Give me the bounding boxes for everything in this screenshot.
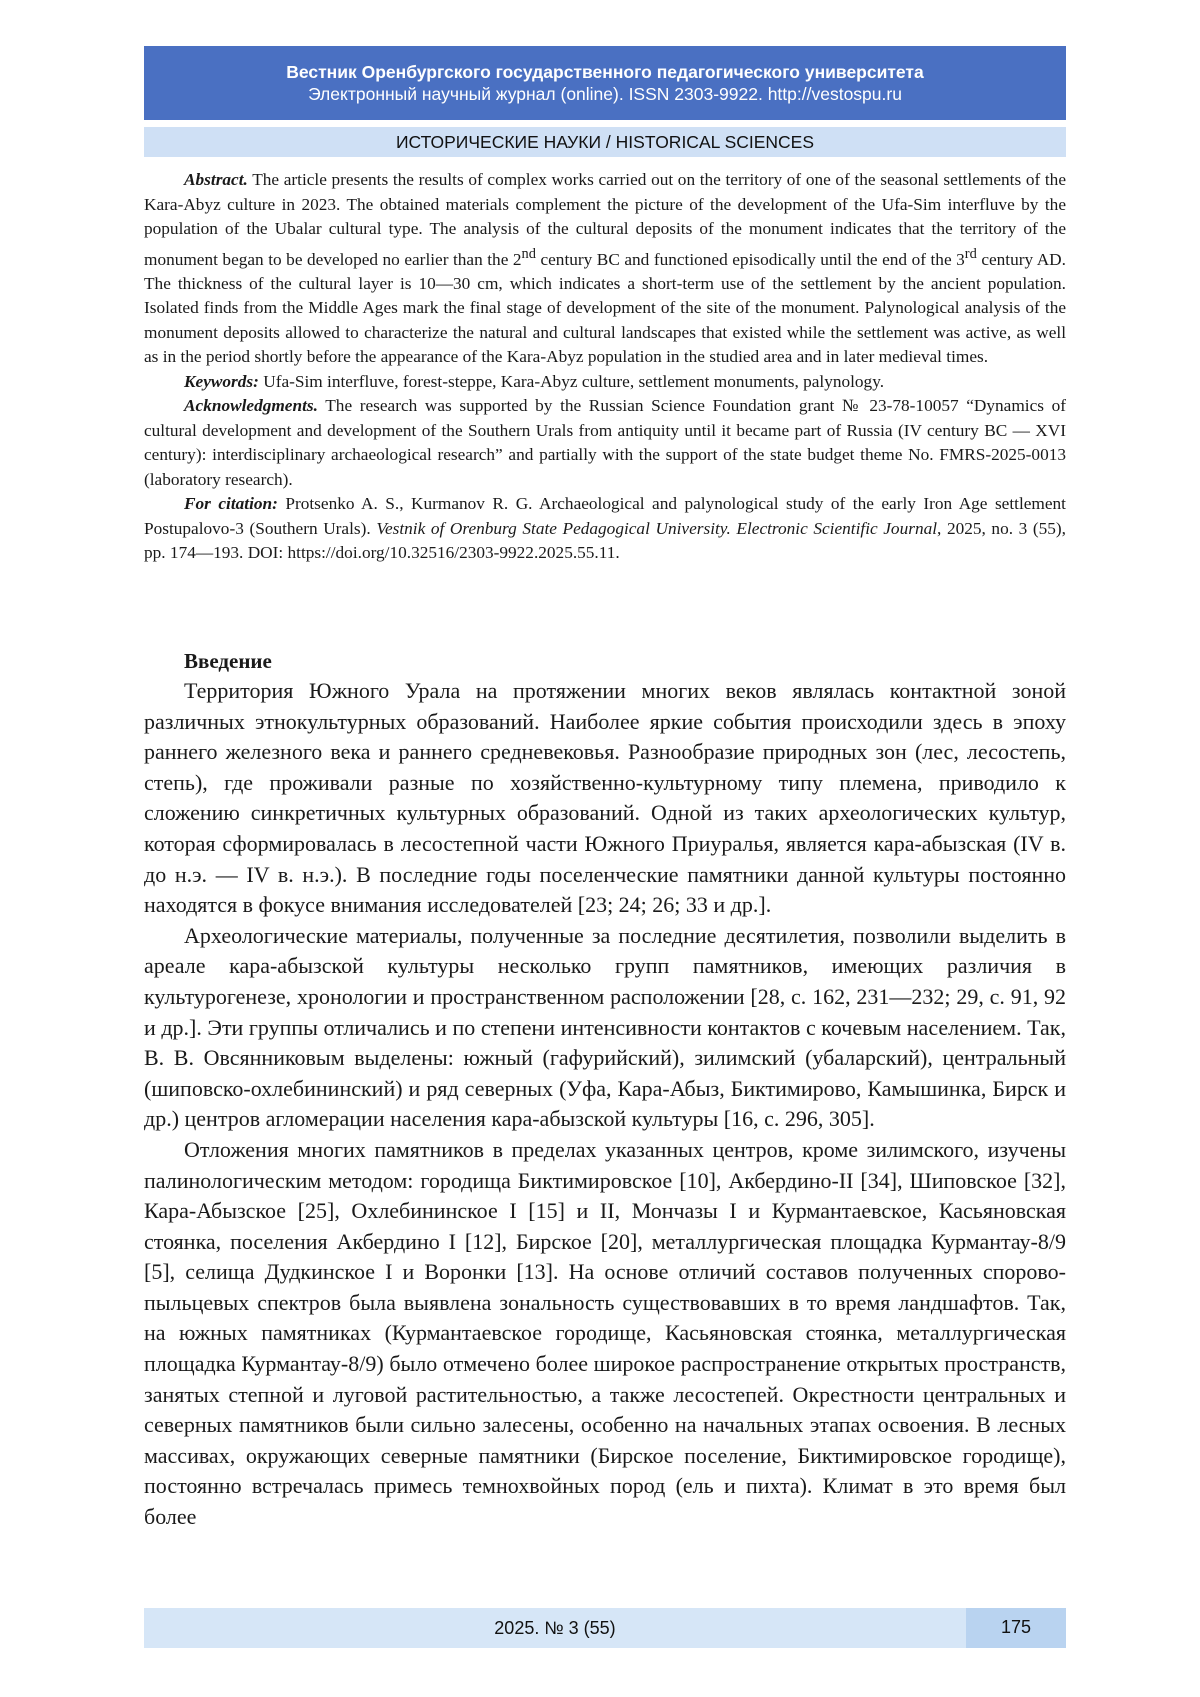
acknowledgments-paragraph: Acknowledgments. The research was supported by the Russian Science Foundation grant № 23-78-10057 “Dynamics of cultural development and development of the Southern Urals from antiquity until it became part of Russia (IV century BC — XVI century): interdisciplinary archaeological research” and partially with the support of the state budget theme No. FMRS-2025-0013 (laboratory research). [144,396,1066,489]
body-paragraph: Археологические материалы, полученные за последние десятилетия, позволили выделить в ареале кара-абызской культуры несколько групп памятников, имеющих различия в культурогенезе, хронологии и пространственном расположении [28, с. 162, 231—232; 29, с. 91, 92 и др.]. Эти группы отличались и по степени интенсивности контактов с кочевым населением. Так, В. В. Овсянниковым выделены: южный (гафурийский), зилимский (убаларский), центральный (шиповско-охлебининский) и ряд северных (Уфа, Кара-Абыз, Биктимирово, Камышинка, Бирск и др.) центров агломерации населения кара-абызской культуры [16, с. 296, 305]. [144,922,1066,1132]
citation-label: For citation: [184,494,278,514]
abstract-paragraph: Abstract. The article presents the results of complex works carried out on the territory of one of the seasonal settlements of the Kara-Abyz culture in 2023. The obtained materials complement the picture of the development of the Ufa-Sim interfluve by the population of the Ubalar cultural type. The analysis of the cultural deposits of the monument indicates that the territory of the monument began to be developed no earlier than the 2nd century BC and functioned episodically until the end of the 3rd century AD. The thickness of the cultural layer is 10—30 cm, which indicates a short-term use of the settlement by the ancient population. Isolated finds from the Middle Ages mark the final stage of development of the site of the monument. Palynological analysis of the monument deposits allowed to characterize the natural and cultural landscapes that existed while the settlement was active, as well as in the period shortly before the appearance of the Kara-Abyz population in the studied area and in later medieval times. [144,170,1066,367]
abstract-label: Abstract. [184,170,248,189]
section-title: ИСТОРИЧЕСКИЕ НАУКИ / HISTORICAL SCIENCES [144,127,1066,157]
page-number: 175 [966,1608,1066,1648]
citation-paragraph: For citation: Protsenko A. S., Kurmanov R. G. Archaeological and palynological study of the early Iron Age settlement Postupalovo-3 (Southern Urals). Vestnik of Orenburg State Pedagogical University. Electronic Scientific Journal, 2025, no. 3 (55), pp. 174—193. DOI: https://doi.org/10.32516/2303-9922.2025.55.11. [144,494,1066,563]
issue-number: 2025. № 3 (55) [494,1618,616,1638]
section-heading: Введение [184,649,272,673]
journal-subtitle: Электронный научный журнал (online). ISSN 2303-9922. http://vestospu.ru [308,84,902,104]
journal-header [144,46,1066,120]
body-paragraph: Территория Южного Урала на протяжении многих веков являлась контактной зоной различных этнокультурных образований. Наиболее яркие события происходили здесь в эпоху раннего железного века и раннего средневековья. Разнообразие природных зон (лес, лесостепь, степь), где проживали разные по хозяйственно-культурному типу племена, приводило к сложению синкретичных культурных образований. Одной из таких археологических культур, которая сформировалась в лесостепной части Южного Приуралья, является кара-абызская (IV в. до н.э. — IV в. н.э.). В последние годы поселенческие памятники данной культуры постоянно находятся в фокусе внимания исследователей [23; 24; 26; 33 и др.]. [144,678,1066,918]
article-body [144,646,1066,1533]
keywords-label: Keywords: [184,371,259,391]
abstract-block [144,168,1066,566]
acknowledgments-label: Acknowledgments. [184,396,318,416]
keywords-paragraph: Keywords: Ufa-Sim interfluve, forest-steppe, Kara-Abyz culture, settlement monuments, palynology. [184,371,885,391]
page-footer [144,1608,1066,1648]
body-paragraph: Отложения многих памятников в пределах указанных центров, кроме зилимского, изучены палинологическим методом: городища Биктимировское [10], Акбердино-II [34], Шиповское [32], Кара-Абызское [25], Охлебининское I [15] и II, Мончазы I и Курмантаевское, Касьяновская стоянка, поселения Акбердино I [12], Бирское [20], металлургическая площадка Курмантау-8/9 [5], селища Дудкинское I и Воронки [13]. На основе отличий составов полученных спорово-пыльцевых спектров была выявлена зональность существовавших в то время ландшафтов. Так, на южных памятниках (Курмантаевское городище, Касьяновская стоянка, металлургическая площадка Курмантау-8/9) было отмечено более широкое распространение открытых пространств, занятых степной и луговой растительностью, а также лесостепей. Окрестности центральных и северных памятников были сильно залесены, особенно на начальных этапах освоения. В лесных массивах, окружающих северные памятники (Бирское поселение, Биктимировское городище), постоянно встречалась примесь темнохвойных пород (ель и пихта). Климат в это время был более [144,1136,1066,1530]
journal-title: Вестник Оренбургского государственного педагогического университета [286,62,924,82]
citation-journal: Vestnik of Orenburg State Pedagogical University. Electronic Scientific Journal [376,518,938,538]
